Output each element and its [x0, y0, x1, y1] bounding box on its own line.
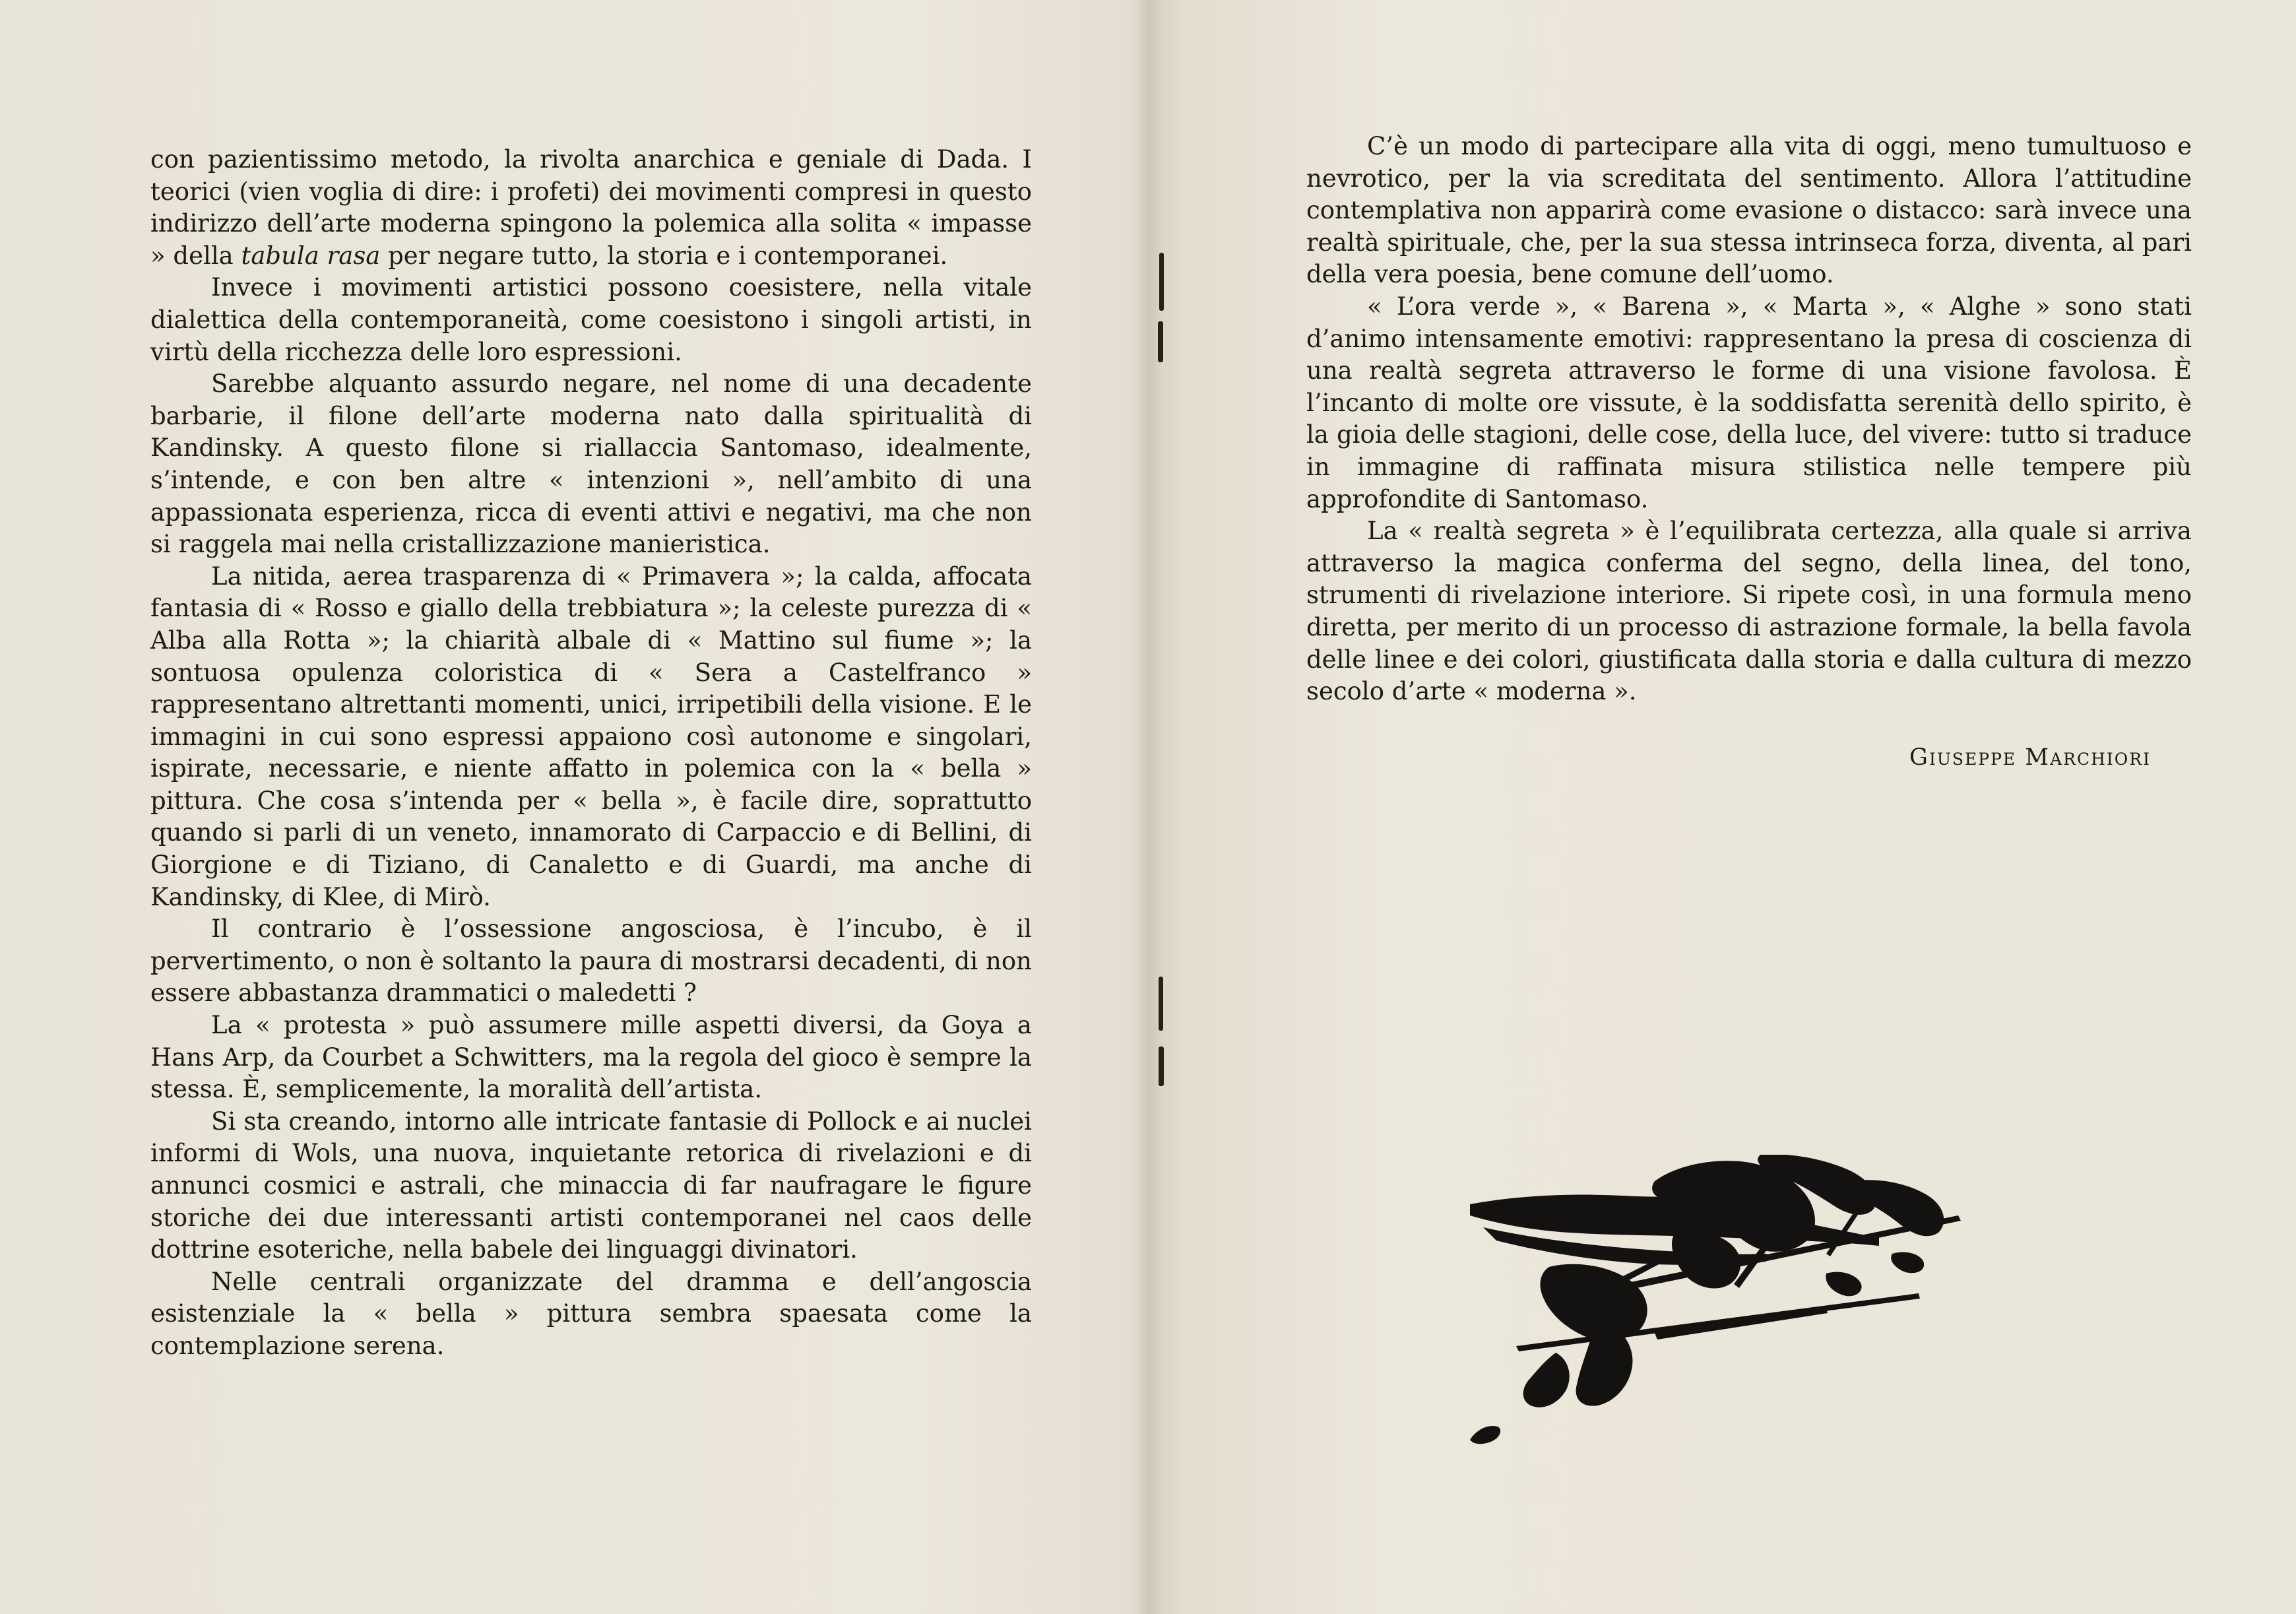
- italic-term: tabula rasa: [241, 241, 381, 270]
- paragraph: Si sta creando, intorno alle intricate fantasie di Pollock e ai nuclei informi di Wols, una nuova, inquietante retorica di rivelazioni e di annunci cosmici e astrali, che minaccia di far naufragare le figure storiche dei due interessanti artisti contemporanei nel caos delle dottrine esoteriche, nella babele dei linguaggi divinatori.: [150, 1107, 1032, 1264]
- paragraph: con pazientissimo metodo, la rivolta anarchica e geniale di Dada. I teorici (vien voglia di dire: i profeti) dei movimenti compresi in questo indirizzo dell’arte moderna spingono la polemica alla solita « impasse » della tabula rasa per negare tutto, la storia e i contemporanei.: [150, 145, 1032, 270]
- paragraph: La nitida, aerea trasparenza di « Primavera »; la calda, affocata fantasia di « Rosso e giallo della trebbiatura »; la celeste purezza di « Alba alla Rotta »; la chiarità albale di « Mattino sul fiume »; la sontuosa opulenza coloristica di « Sera a Castelfranco » rappresentano altrettanti momenti, unici, irripetibili della visione. E le immagini in cui sono espressi appaiono così autonome e singolari, ispirate, necessarie, e niente affatto in polemica con la « bella » pittura. Che cosa s’intenda per « bella », è facile dire, soprattutto quando si parli di un veneto, innamorato di Carpaccio e di Bellini, di Giorgione e di Tiziano, di Canaletto e di Guardi, ma anche di Kandinsky, di Klee, di Mirò.: [150, 562, 1032, 911]
- paragraph: Invece i movimenti artistici possono coesistere, nella vitale dialettica della contemporaneità, come coesistono i singoli artisti, in virtù della ricchezza delle loro espressioni.: [150, 273, 1032, 366]
- paragraph: C’è un modo di partecipare alla vita di oggi, meno tumultuoso e nevrotico, per la via screditata del sentimento. Allora l’attitudine contemplativa non apparirà come evasione o distacco: sarà invece una realtà spirituale, che, per la sua stessa intrinseca forza, diventa, al pari della vera poesia, bene comune dell’uomo.: [1306, 132, 2192, 289]
- paragraph: Nelle centrali organizzate del dramma e dell’angoscia esistenziale la « bella » pittura sembra spaesata come la contemplazione serena.: [150, 1267, 1032, 1360]
- ink-drawing: [1457, 1155, 2090, 1445]
- right-page-body: [1306, 131, 2192, 708]
- left-page-body: [150, 144, 1032, 1363]
- paragraph: La « protesta » può assumere mille aspetti diversi, da Goya a Hans Arp, da Courbet a Schwitters, ma la regola del gioco è sempre la stessa. È, semplicemente, la moralità dell’artista.: [150, 1011, 1032, 1104]
- paragraph: Sarebbe alquanto assurdo negare, nel nome di una decadente barbarie, il filone dell’arte moderna nato dalla spiritualità di Kandinsky. A questo filone si riallaccia Santomaso, idealmente, s’intende, e con ben altre « intenzioni », nell’ambito di una appassionata esperienza, ricca di eventi attivi e negativi, ma che non si raggela mai nella cristallizzazione manieristica.: [150, 370, 1032, 559]
- paragraph: « L’ora verde », « Barena », « Marta », « Alghe » sono stati d’animo intensamente emotivi: rappresentano la presa di coscienza di una realtà segreta attraverso le forme di una visione favolosa. È l’incanto di molte ore vissute, è la soddisfatta serenità dello spirito, è la gioia delle stagioni, delle cose, della luce, del vivere: tutto si traduce in immagine di raffinata misura stilistica nelle tempere più approfondite di Santomaso.: [1306, 292, 2192, 513]
- author-signature: Giuseppe Marchiori: [1909, 744, 2151, 771]
- paragraph: La « realtà segreta » è l’equilibrata certezza, alla quale si arriva attraverso la magica conferma del segno, della linea, del tono, strumenti di rivelazione interiore. Si ripete così, in una formula meno diretta, per merito di un processo di astrazione formale, la bella favola delle linee e dei colori, giustificata dalla storia e dalla cultura di mezzo secolo d’arte « moderna ».: [1306, 517, 2192, 706]
- paragraph: Il contrario è l’ossessione angosciosa, è l’incubo, è il pervertimento, o non è soltanto la paura di mostrarsi decadenti, di non essere abbastanza drammatici o maledetti ?: [150, 915, 1032, 1008]
